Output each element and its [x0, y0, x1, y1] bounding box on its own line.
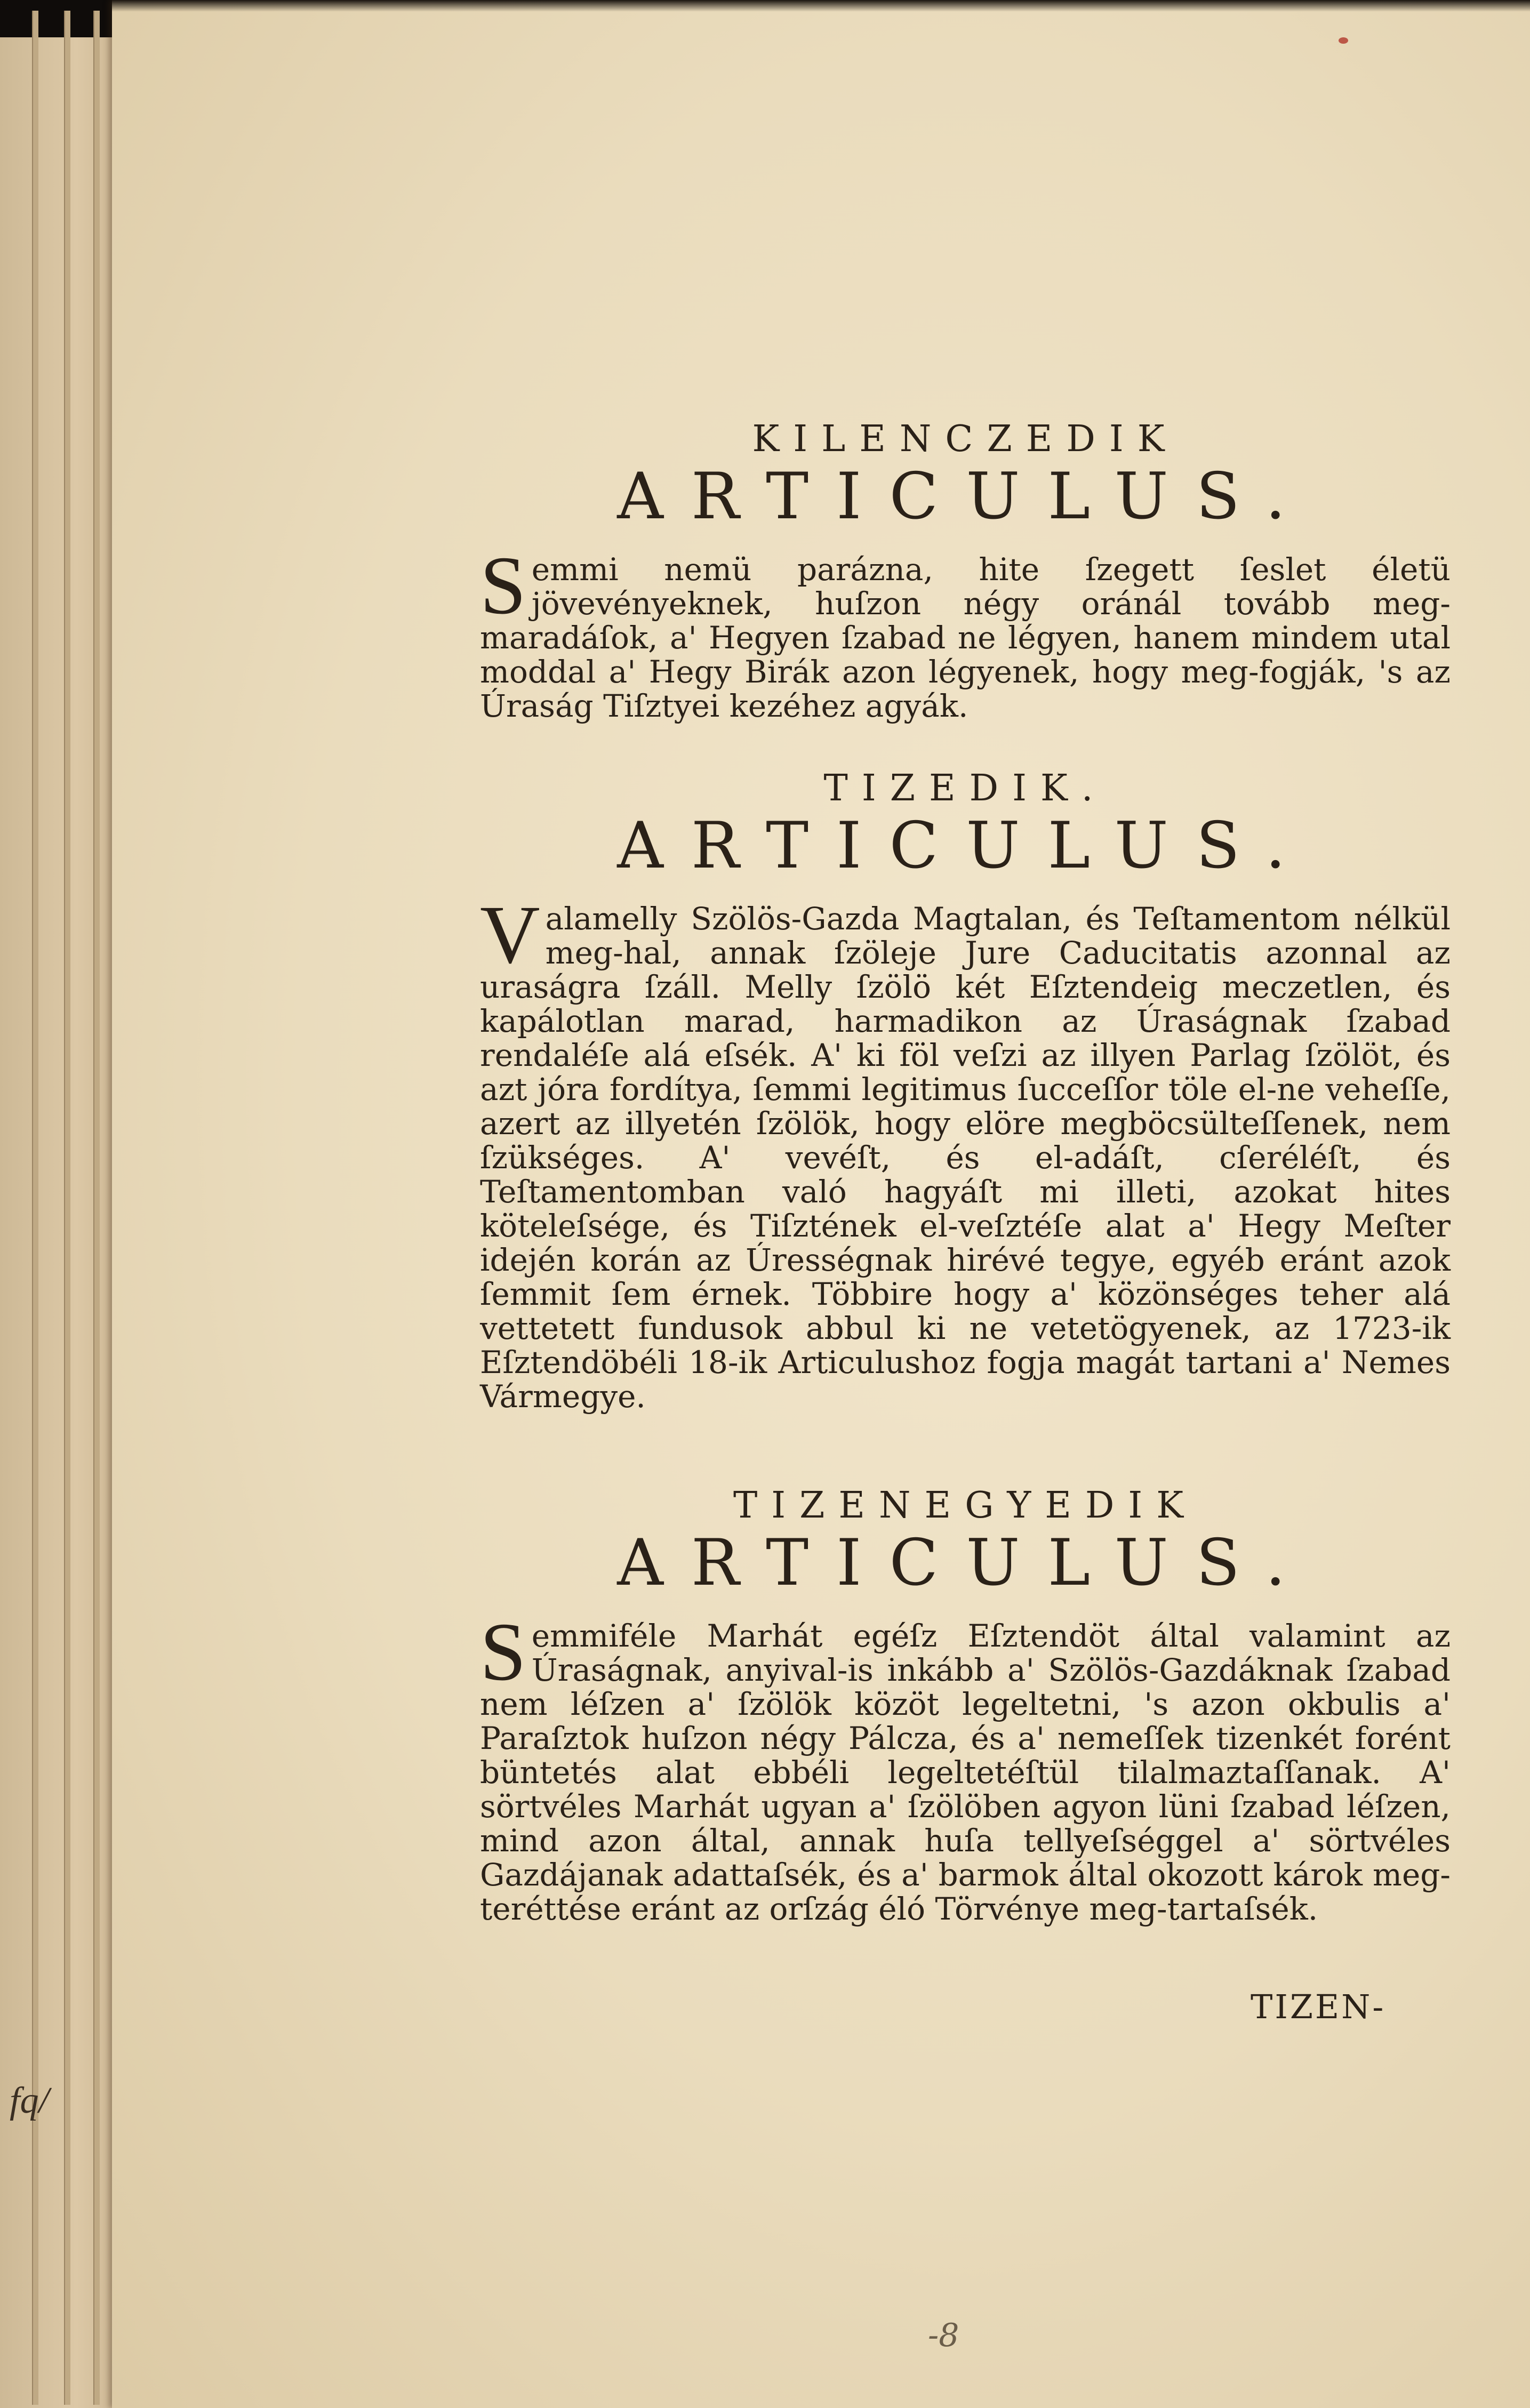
ink-mark — [1339, 37, 1348, 44]
article-text: emmiféle Marhát egéſz Eſztendöt által valamint az Úraságnak, anyival-is inkább a' Szölös-Gazdáknak ſzabad nem léſzen a' ſzölök közöt legeltetni, 's azon okbulis a' Paraſztok huſzon négy Pálcza, és a' nemeſſek tizenkét forént büntetés alat ebbéli legeltetéſtül tilalmaztaſſanak. A' sörtvéles Marhát ugyan a' ſzölöben agyon lüni ſzabad léſzen, mind azon által, annak huſa tellyeſséggel a' sörtvéles Gazdájanak adattaſsék, és a' barmok által okozott károk meg-teréttése eránt az orſzág éló Törvénye meg-tartaſsék. — [480, 1618, 1451, 1927]
page-edge — [64, 11, 70, 2405]
folio-number: -8 — [928, 2317, 959, 2354]
article-10 — [480, 767, 1451, 1444]
article-number-heading: TIZEDIK. — [823, 767, 1107, 809]
article-number-heading: KILENCZEDIK — [752, 418, 1179, 460]
article-text: emmi nemü parázna, hite ſzegett ſeslet életü jövevényeknek, huſzon négy oránál tovább meg-maradáſok, a' Hegyen ſzabad ne légyen, hanem mindem utal moddal a' Hegy Birák azon légyenek, hogy meg-fogják, 's az Úraság Tiſztyei kezéhez agyák. — [480, 551, 1451, 724]
article-body — [480, 1606, 1451, 1927]
article-11 — [480, 1484, 1451, 1957]
drop-cap: V — [480, 888, 540, 981]
article-title: ARTICULUS. — [617, 809, 1313, 883]
drop-cap: S — [480, 539, 526, 631]
article-number-heading: TIZENEGYEDIK — [733, 1484, 1198, 1527]
article-body — [480, 888, 1451, 1415]
article-9 — [480, 418, 1451, 754]
page-edge — [93, 11, 100, 2405]
margin-note: fq/ — [10, 2080, 49, 2121]
catchword: TIZEN- — [1251, 1987, 1386, 2026]
page-edge — [32, 11, 38, 2405]
article-title: ARTICULUS. — [617, 1526, 1313, 1600]
article-title: ARTICULUS. — [617, 460, 1313, 534]
drop-cap: S — [480, 1606, 526, 1698]
document-page — [112, 0, 1530, 2408]
article-body — [480, 539, 1451, 724]
article-text: alamelly Szölös-Gazda Magtalan, és Teſtamentom nélkül meg-hal, annak ſzöleje Jure Caducitatis azonnal az uraságra ſzáll. Melly ſzölö két Eſztendeig meczetlen, és kapálotlan marad, harmadikon az Úraságnak ſzabad rendaléſe alá eſsék. A' ki föl veſzi az illyen Parlag ſzölöt, és azt jóra fordítya, ſemmi legitimus ſucceſſor töle el-ne veheſſe, azert az illyetén ſzölök, hogy elöre megböcsülteſſenek, nem ſzükséges. A' vevéſt, és el-adáſt, cſeréléſt, és Teſtamentomban való hagyáſt mi illeti, azokat hites köteleſsége, és Tiſztének el-veſztéſe alat a' Hegy Meſter idején korán az Úrességnak hirévé tegye, egyéb eránt azok ſemmit ſem érnek. Többire hogy a' közönséges teher alá vettetett fundusok abbul ki ne vetetögyenek, az 1723-ik Eſztendöbéli 18-ik Articulushoz fogja magát tartani a' Nemes Vármegye. — [480, 901, 1451, 1415]
top-shadow — [112, 0, 1530, 12]
